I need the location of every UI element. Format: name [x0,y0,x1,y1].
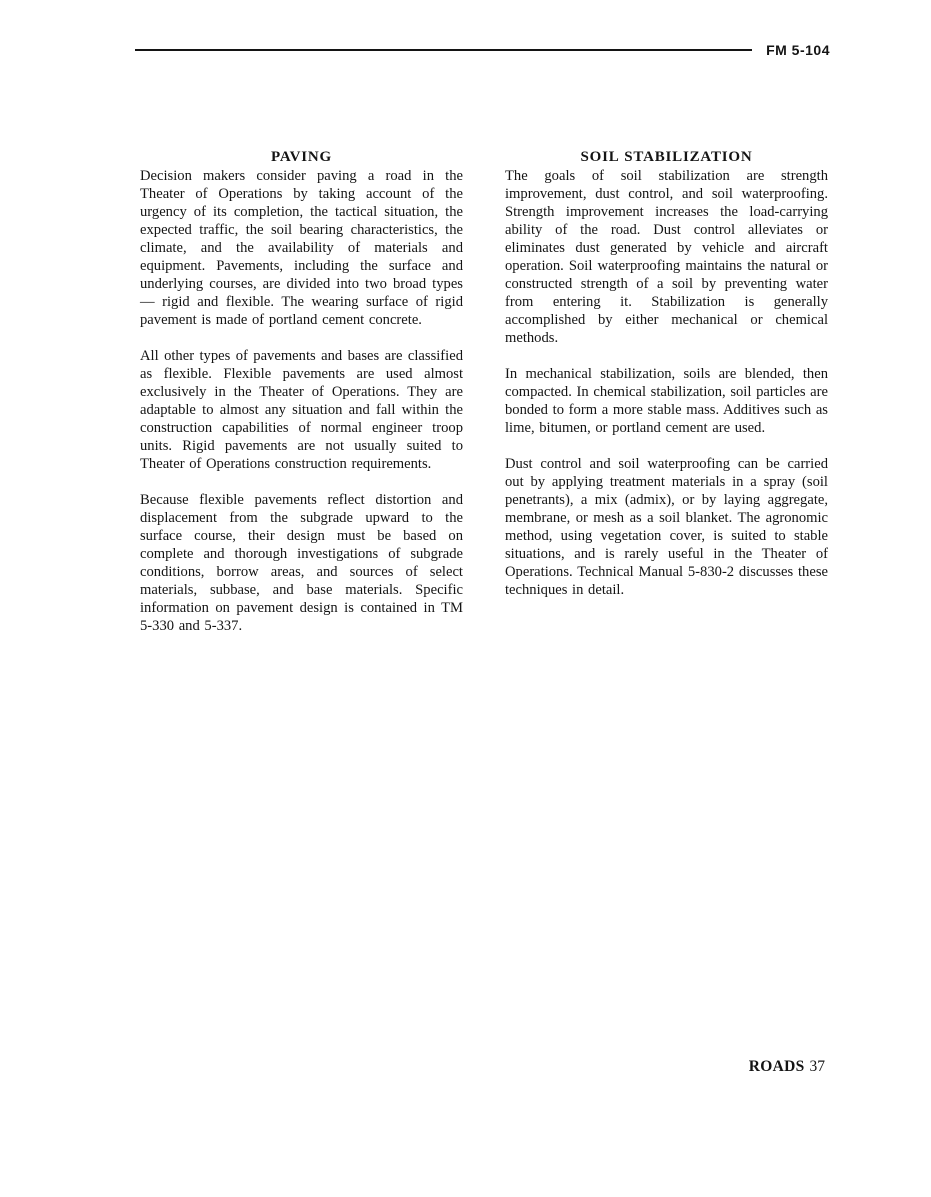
header-rule [135,49,752,51]
paragraph: In mechanical stabilization, soils are blended, then compacted. In chemical stabilization, soil particles are bonded to form a more stable mass. Additives such as lime, bitumen, or portland cement are used. [505,366,828,436]
paragraph: Because flexible pavements reflect distortion and displacement from the subgrade upward to the surface course, their design must be based on complete and thorough investigations of subgrade conditions, borrow areas, and sources of select materials, subbase, and base materials. Specific information on pavement design is contained in TM 5-330 and 5-337. [140,492,463,634]
footer-section-label: ROADS [748,1058,805,1075]
left-column [140,148,463,653]
paragraph: The goals of soil stabilization are strength improvement, dust control, and soil waterproofing. Strength improvement increases the load-carrying ability of the road. Dust control alleviates or eliminates dust generated by vehicle and aircraft operation. Soil waterproofing maintains the natural or constructed strength of a soil by preventing water from entering it. Stabilization is generally accomplished by either mechanical or chemical methods. [505,168,828,346]
page-header [135,42,830,58]
two-column-body [140,148,828,653]
page-footer [749,1058,825,1076]
manual-code: FM 5-104 [766,42,830,58]
section-heading-soil-stabilization: SOIL STABILIZATION [580,149,753,165]
right-column [505,148,828,653]
paragraph: Dust control and soil waterproofing can be carried out by applying treatment materials in a spray (soil penetrants), a mix (admix), or by laying aggregate, membrane, or mesh as a soil blanket. The agronomic method, using vegetation cover, is suited to stable situations, and is rarely useful in the Theater of Operations. Technical Manual 5-830-2 discusses these techniques in detail. [505,456,828,598]
paragraph: All other types of pavements and bases are classified as flexible. Flexible pavements are used almost exclusively in the Theater of Operations. They are adaptable to almost any situation and fall within the construction capabilities of normal engineer troop units. Rigid pavements are not usually suited to Theater of Operations construction requirements. [140,348,463,472]
section-heading-paving: PAVING [271,149,332,165]
paragraph: Decision makers consider paving a road in the Theater of Operations by taking account of the urgency of its completion, the tactical situation, the expected traffic, the soil bearing characteristics, the climate, and the availability of materials and equipment. Pavements, including the surface and underlying courses, are divided into two broad types— rigid and flexible. The wearing surface of rigid pavement is made of portland cement concrete. [140,168,463,328]
footer-page-number: 37 [809,1058,825,1075]
